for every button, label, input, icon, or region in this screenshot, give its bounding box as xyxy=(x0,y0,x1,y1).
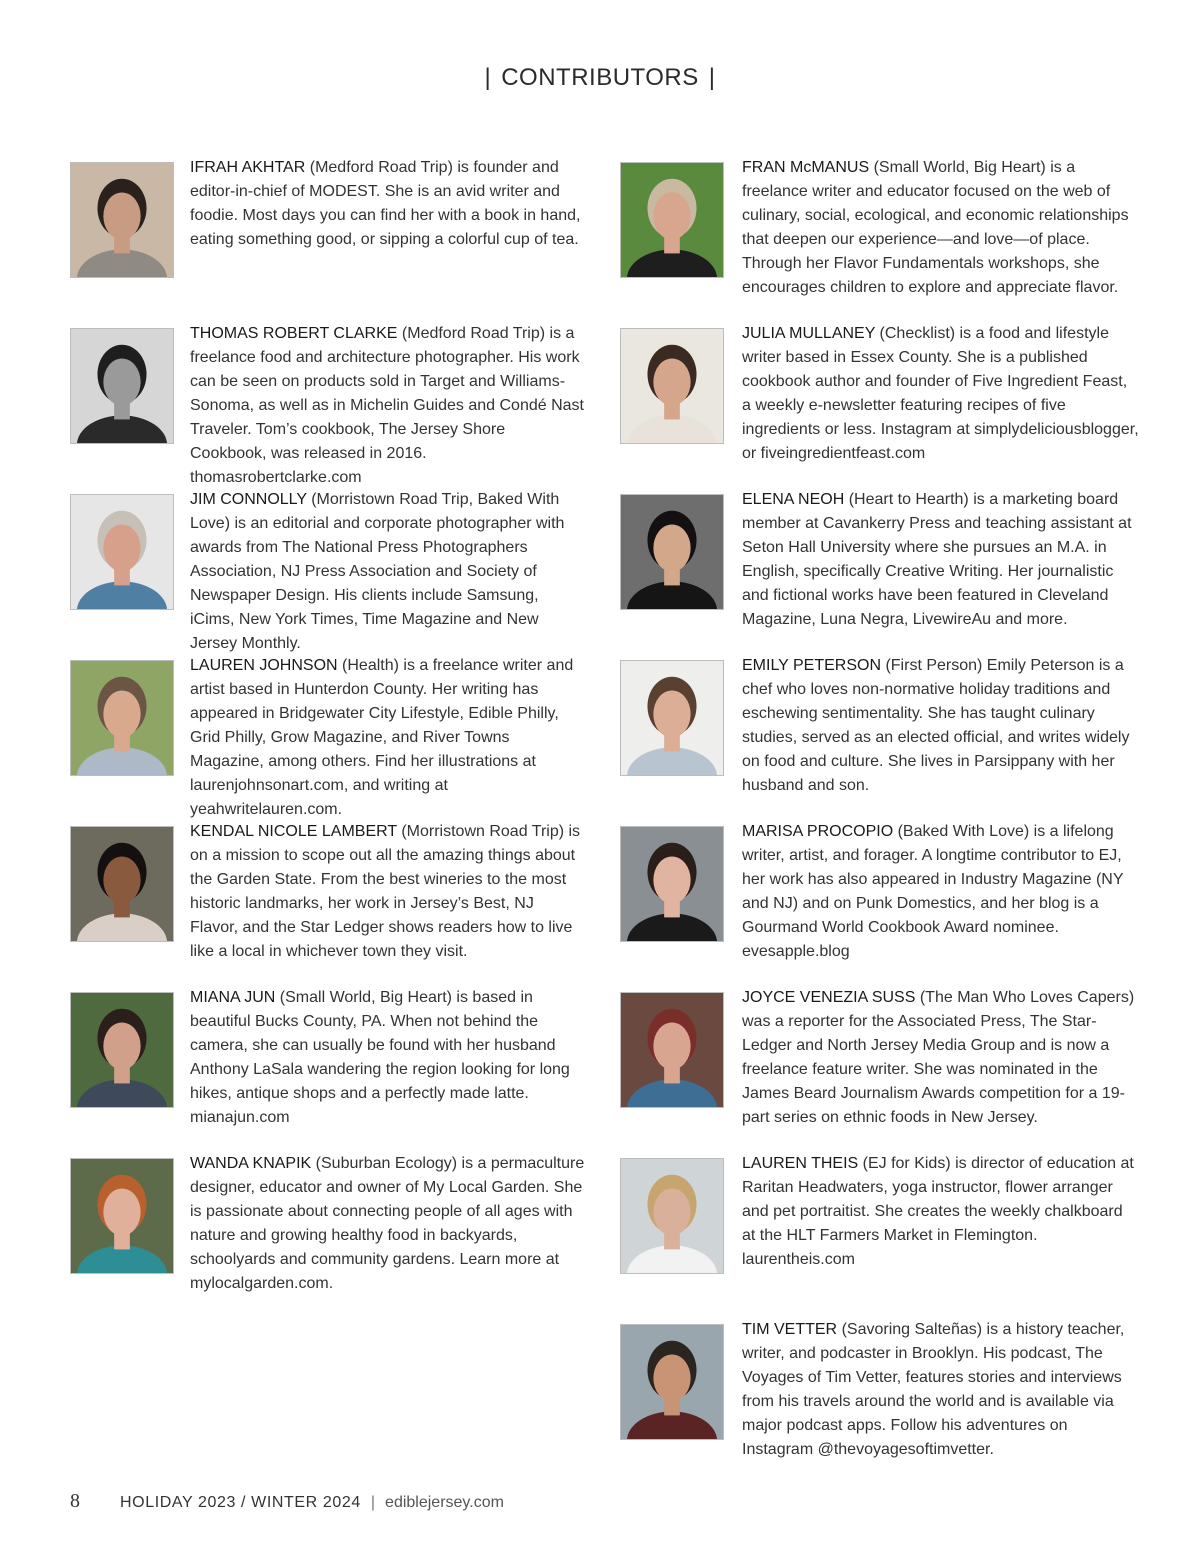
footer-separator: | xyxy=(370,1494,376,1511)
contributor-name: JIM CONNOLLY xyxy=(190,491,307,508)
contributor-name: JULIA MULLANEY xyxy=(742,325,876,342)
portrait-svg xyxy=(621,827,723,941)
contributor-name: KENDAL NICOLE LAMBERT xyxy=(190,823,397,840)
portrait-face xyxy=(653,690,690,737)
contributor-name: MARISA PROCOPIO xyxy=(742,823,894,840)
portrait-svg xyxy=(71,495,173,609)
portrait-svg xyxy=(621,661,723,775)
portrait-face xyxy=(103,192,140,239)
portrait-face xyxy=(653,1354,690,1401)
contributor-photo xyxy=(620,162,724,278)
portrait-svg xyxy=(621,1159,723,1273)
contributor-bio-text: (Savoring Salteñas) is a history teacher, writer, and podcaster in Brooklyn. His podcast, The Voyages of Tim Vetter, features stories and interviews from his travels around the world and is available via major podcast apps. Follow his adventures on Instagram @thevoyagesoftimvetter. xyxy=(742,1321,1125,1458)
contributor-photo xyxy=(70,660,174,776)
portrait-svg xyxy=(71,827,173,941)
contributor-photo xyxy=(70,328,174,444)
portrait-svg xyxy=(621,993,723,1107)
contributor-photo xyxy=(620,328,724,444)
contributor-photo xyxy=(70,162,174,278)
contributor-bio xyxy=(742,820,1140,964)
contributor-bio-text: (Small World, Big Heart) is based in beautiful Bucks County, PA. When not behind the camera, she can usually be found with her husband Anthony LaSala wandering the region looking for long hikes, antique shops and a perfectly made latte. mianajun.com xyxy=(190,989,570,1126)
contributor-entry xyxy=(620,820,1140,980)
contributor-photo xyxy=(620,1324,724,1440)
contributor-bio xyxy=(742,322,1140,466)
portrait-face xyxy=(653,358,690,405)
portrait-face xyxy=(653,524,690,571)
portrait-svg xyxy=(621,329,723,443)
portrait-face xyxy=(653,856,690,903)
contributor-name: ELENA NEOH xyxy=(742,491,845,508)
contributor-bio-text: (First Person) Emily Peterson is a chef who loves non-normative holiday traditions and eschewing sentimentality. She has taught culinary studies, served as an elected official, and writes widely on food and culture. She lives in Parsippany with her husband and son. xyxy=(742,657,1130,794)
title-bar-left: | xyxy=(484,64,492,91)
contributor-entry xyxy=(620,322,1140,482)
contributor-photo xyxy=(70,1158,174,1274)
portrait-face xyxy=(653,192,690,239)
portrait-face xyxy=(653,1188,690,1235)
page-title xyxy=(0,64,1200,92)
portrait-face xyxy=(103,1188,140,1235)
contributor-bio xyxy=(742,488,1140,632)
contributor-bio-text: (Morristown Road Trip, Baked With Love) is an editorial and corporate photographer with awards from The National Press Photographers Association, NJ Press Association and Society of Newspaper Design. His clients include Samsung, iCims, New York Times, Time Magazine and New Jersey Monthly. xyxy=(190,491,565,652)
contributor-name: JOYCE VENEZIA SUSS xyxy=(742,989,916,1006)
contributor-entry xyxy=(70,820,590,980)
contributor-entry xyxy=(70,488,590,652)
portrait-svg xyxy=(71,329,173,443)
contributor-entry xyxy=(620,654,1140,814)
contributors-left-column xyxy=(70,156,590,1318)
contributor-bio-text: (Medford Road Trip) is founder and editor-in-chief of MODEST. She is an avid writer and foodie. Most days you can find her with a book in hand, eating something good, or sipping a colorful cup of tea. xyxy=(190,159,581,248)
portrait-svg xyxy=(71,163,173,277)
contributor-name: THOMAS ROBERT CLARKE xyxy=(190,325,398,342)
portrait-face xyxy=(103,690,140,737)
contributor-bio-text: (Morristown Road Trip) is on a mission to scope out all the amazing things about the Garden State. From the best wineries to the most historic landmarks, her work in Jersey’s Best, NJ Flavor, and the Star Ledger shows readers how to live like a local in whichever town they visit. xyxy=(190,823,581,960)
contributor-entry xyxy=(70,322,590,486)
contributor-bio xyxy=(190,820,586,964)
contributor-bio-text: (Checklist) is a food and lifestyle writer based in Essex County. She is a published cookbook author and founder of Five Ingredient Feast, a weekly e-newsletter featuring recipes of five ingredients or less. Instagram at simplydeliciousblogger, or fiveingredientfeast.com xyxy=(742,325,1139,462)
contributor-bio-text: (EJ for Kids) is director of education at Raritan Headwaters, yoga instructor, flower arranger and pet portraitist. She creates the weekly chalkboard at the HLT Farmers Market in Flemington. laurentheis.com xyxy=(742,1155,1134,1268)
contributor-bio xyxy=(190,322,586,490)
contributor-bio-text: (Health) is a freelance writer and artist based in Hunterdon County. Her writing has appeared in Bridgewater City Lifestyle, Edible Philly, Grid Philly, Grow Magazine, and River Towns Magazine, among others. Find her illustrations at laurenjohnsonart.com, and writing at yeahwritelauren.com. xyxy=(190,657,574,818)
contributor-entry xyxy=(70,156,590,316)
contributor-photo xyxy=(620,660,724,776)
contributor-bio-text: (Suburban Ecology) is a permaculture designer, educator and owner of My Local Garden. She is passionate about connecting people of all ages with nature and growing healthy food in backyards, schoolyards and community gardens. Learn more at mylocalgarden.com. xyxy=(190,1155,585,1292)
contributor-photo xyxy=(70,992,174,1108)
contributor-bio xyxy=(742,1318,1140,1462)
contributor-photo xyxy=(70,826,174,942)
portrait-face xyxy=(653,1022,690,1069)
portrait-face xyxy=(103,524,140,571)
website-link[interactable]: ediblejersey.com xyxy=(385,1494,504,1511)
contributor-entry xyxy=(70,654,590,818)
portrait-svg xyxy=(71,1159,173,1273)
contributor-bio-text: (Small World, Big Heart) is a freelance writer and educator focused on the web of culinary, social, ecological, and economic relationships that deepen our experience—and love—of place. Through her Flavor Fundamentals workshops, she encourages children to explore and appreciate flavor. xyxy=(742,159,1129,296)
contributor-photo xyxy=(620,992,724,1108)
contributor-bio xyxy=(742,986,1140,1130)
contributor-bio xyxy=(190,488,586,656)
contributor-photo xyxy=(620,826,724,942)
contributor-bio xyxy=(190,1152,586,1296)
contributor-entry xyxy=(70,986,590,1146)
portrait-svg xyxy=(621,495,723,609)
contributor-bio xyxy=(190,156,586,252)
title-text: CONTRIBUTORS xyxy=(501,64,699,91)
contributor-entry xyxy=(70,1152,590,1312)
contributor-photo xyxy=(620,494,724,610)
page-number: 8 xyxy=(70,1490,80,1512)
contributor-bio xyxy=(742,1152,1140,1272)
portrait-svg xyxy=(71,993,173,1107)
portrait-svg xyxy=(71,661,173,775)
contributor-bio xyxy=(190,654,586,822)
contributor-bio-text: (Medford Road Trip) is a freelance food and architecture photographer. His work can be seen on products sold in Target and Williams-Sonoma, as well as in Michelin Guides and Condé Nast Traveler. Tom’s cookbook, The Jersey Shore Cookbook, was released in 2016. thomasrobertclarke.com xyxy=(190,325,584,486)
portrait-face xyxy=(103,1022,140,1069)
contributor-bio xyxy=(190,986,586,1130)
contributor-entry xyxy=(620,1152,1140,1312)
contributor-entry xyxy=(620,1318,1140,1478)
contributor-name: FRAN McMANUS xyxy=(742,159,870,176)
contributor-photo xyxy=(70,494,174,610)
portrait-svg xyxy=(621,1325,723,1439)
issue-label: HOLIDAY 2023 / WINTER 2024 xyxy=(120,1494,361,1511)
contributor-name: WANDA KNAPIK xyxy=(190,1155,312,1172)
title-bar-right: | xyxy=(708,64,716,91)
portrait-face xyxy=(103,856,140,903)
contributor-entry xyxy=(620,986,1140,1146)
portrait-face xyxy=(103,358,140,405)
contributor-name: LAUREN THEIS xyxy=(742,1155,859,1172)
contributor-bio xyxy=(742,156,1140,300)
contributors-right-column xyxy=(620,156,1140,1484)
contributor-bio-text: (Heart to Hearth) is a marketing board member at Cavankerry Press and teaching assistant at Seton Hall University where she pursues an M.A. in English, specifically Creative Writing. Her journalistic and fictional works have been featured in Cleveland Magazine, Luna Negra, LivewireAu and more. xyxy=(742,491,1132,628)
contributor-entry xyxy=(620,488,1140,648)
contributor-name: IFRAH AKHTAR xyxy=(190,159,306,176)
contributor-name: LAUREN JOHNSON xyxy=(190,657,338,674)
contributor-bio-text: (The Man Who Loves Capers) was a reporter for the Associated Press, The Star-Ledger and North Jersey Media Group and is now a freelance feature writer. She was nominated in the James Beard Journalism Awards competition for a 19-part series on ethnic foods in New Jersey. xyxy=(742,989,1135,1126)
contributor-name: MIANA JUN xyxy=(190,989,276,1006)
contributor-photo xyxy=(620,1158,724,1274)
contributor-entry xyxy=(620,156,1140,316)
contributor-name: TIM VETTER xyxy=(742,1321,838,1338)
contributor-bio xyxy=(742,654,1140,798)
page-footer xyxy=(70,1490,1130,1513)
portrait-svg xyxy=(621,163,723,277)
contributor-bio-text: (Baked With Love) is a lifelong writer, artist, and forager. A longtime contributor to EJ, her work has also appeared in Industry Magazine (NY and NJ) and on Punk Domestics, and her blog is a Gourmand World Cookbook Award nominee. evesapple.blog xyxy=(742,823,1124,960)
contributor-name: EMILY PETERSON xyxy=(742,657,881,674)
